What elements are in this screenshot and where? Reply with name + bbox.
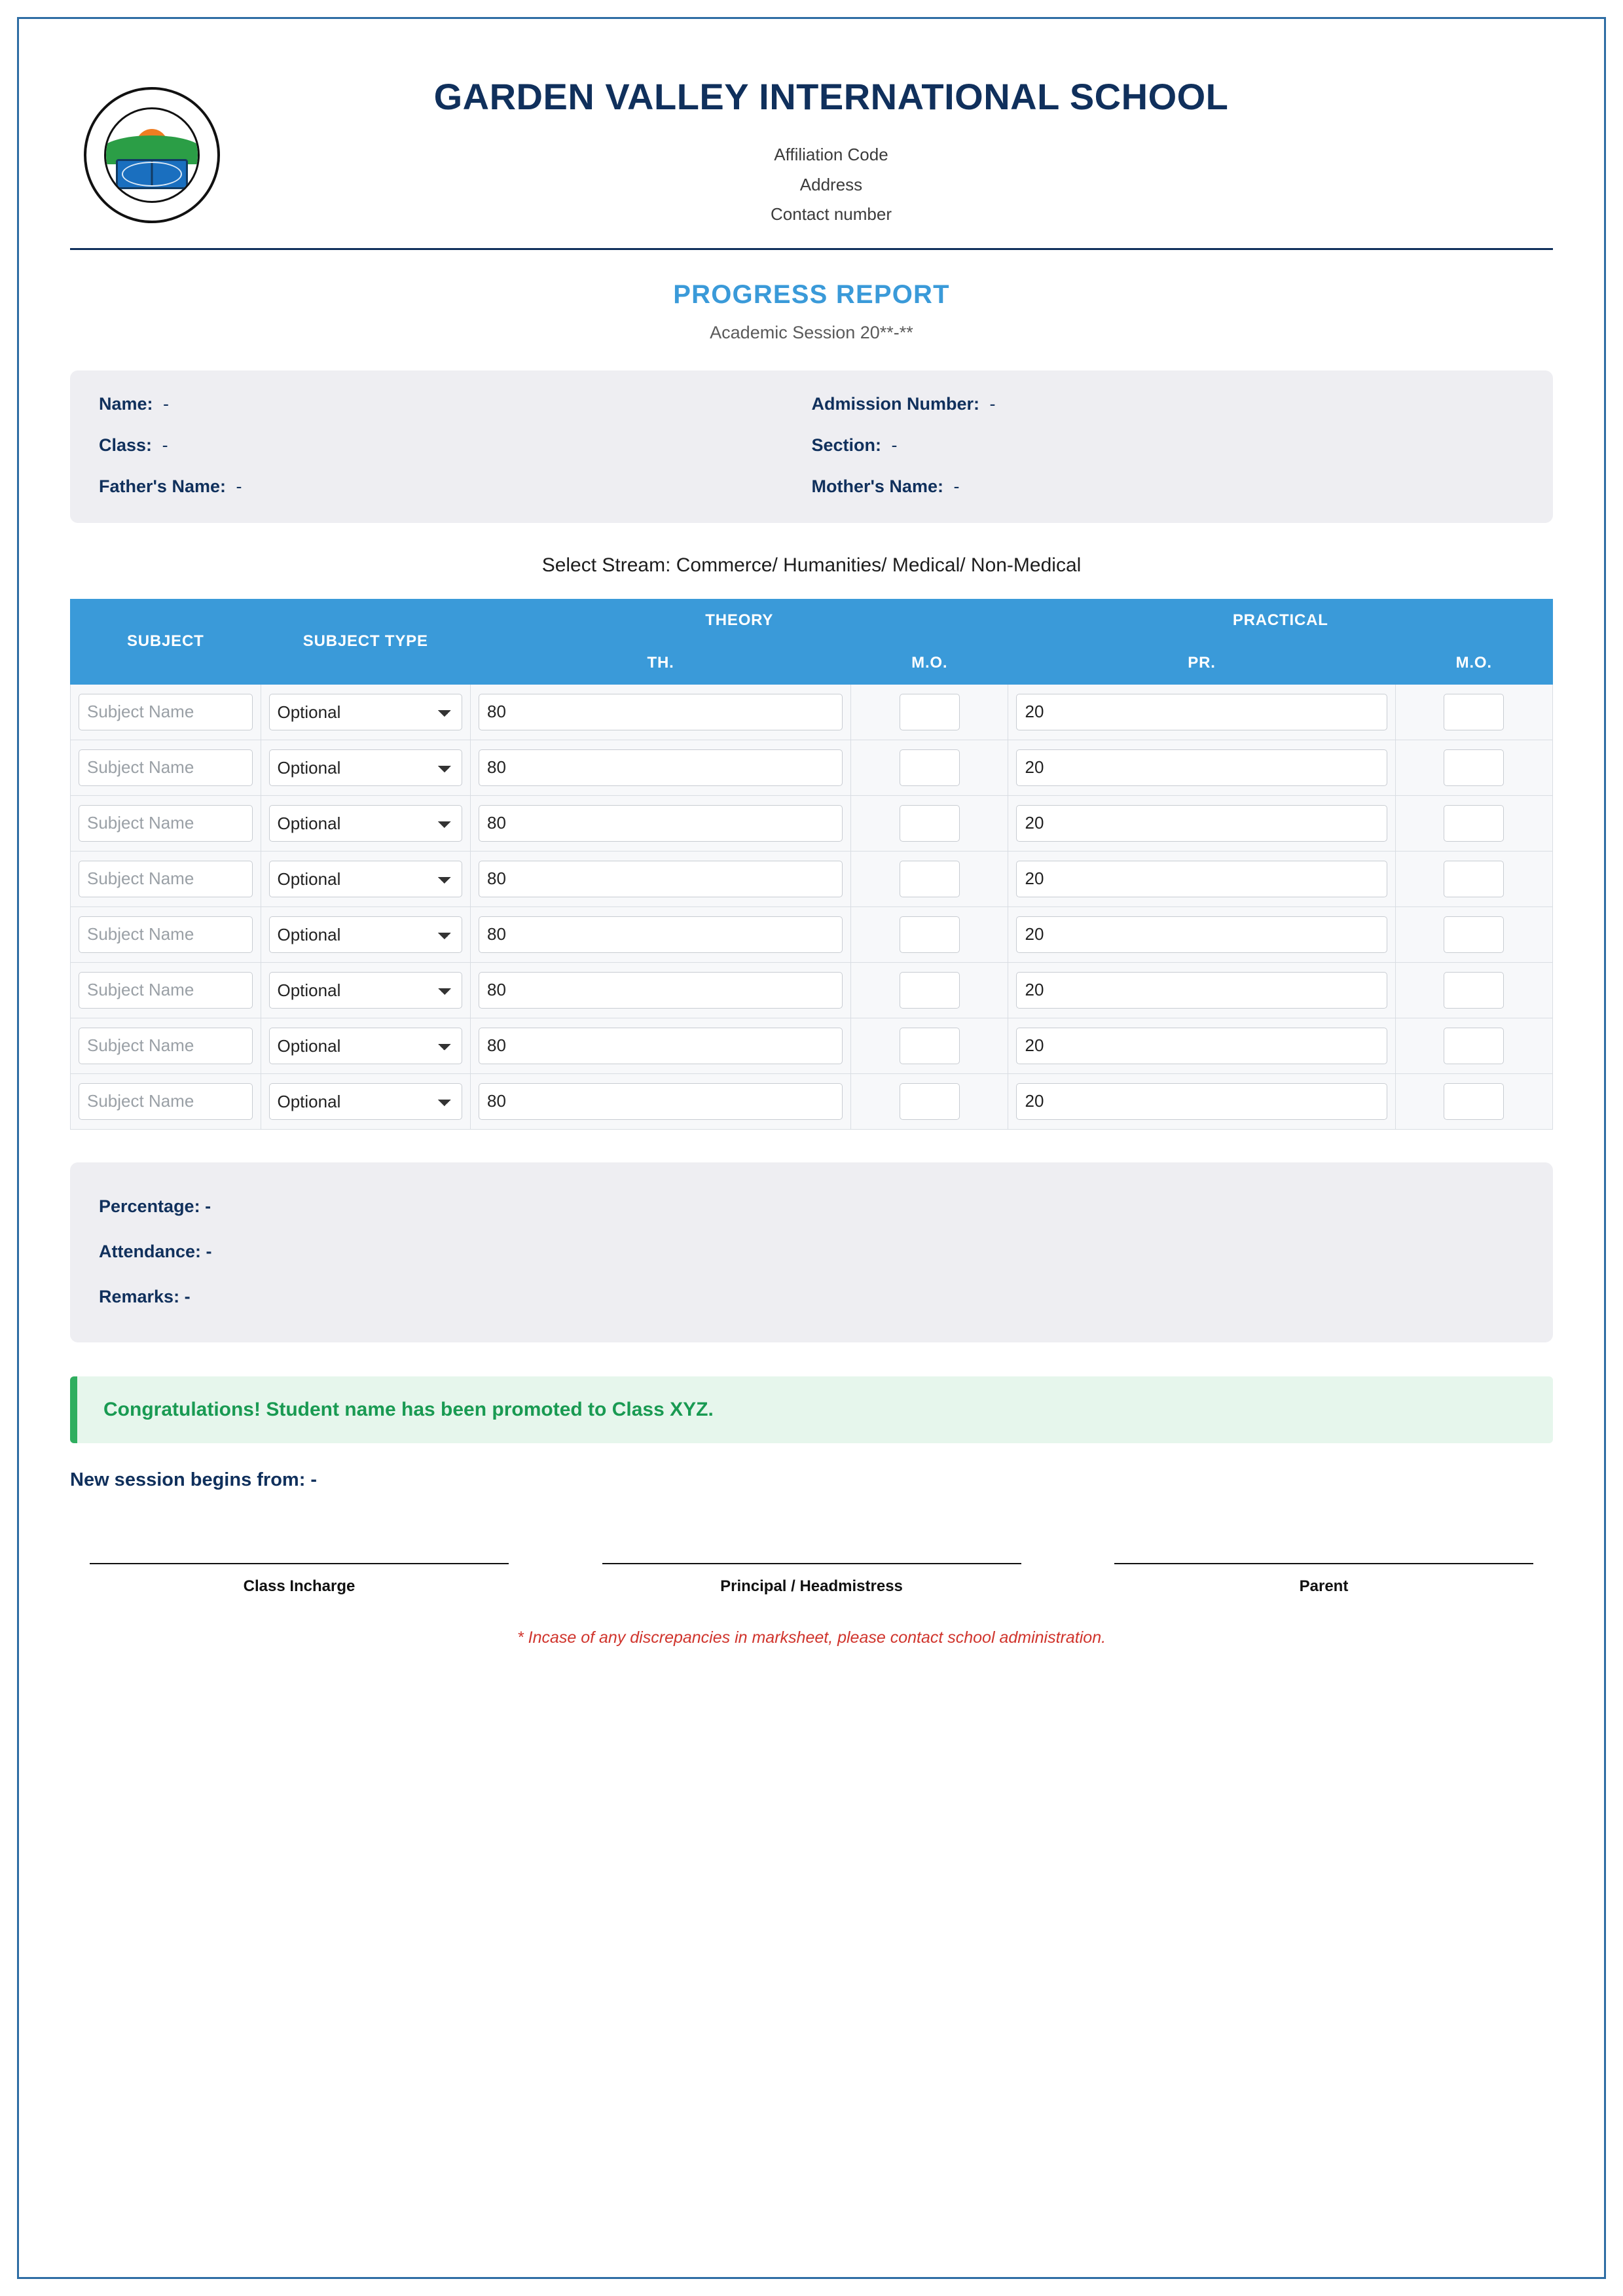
practical-mo-input[interactable]	[1444, 805, 1504, 842]
header-practical: PRACTICAL	[1008, 599, 1553, 641]
signature-line	[1114, 1563, 1533, 1564]
subject-type-select[interactable]	[269, 694, 463, 730]
cell-subject-type	[261, 851, 471, 906]
practical-mo-input[interactable]	[1444, 1083, 1504, 1120]
cell-practical-max	[1008, 1018, 1395, 1073]
cell-practical-mo	[1395, 906, 1552, 962]
practical-mo-input[interactable]	[1444, 1028, 1504, 1064]
theory-mo-input[interactable]	[900, 916, 960, 953]
cell-practical-mo	[1395, 740, 1552, 795]
cell-practical-mo	[1395, 962, 1552, 1018]
cell-theory-mo	[851, 962, 1008, 1018]
signature-line	[602, 1563, 1021, 1564]
subject-name-input[interactable]	[79, 749, 253, 786]
subject-name-input[interactable]	[79, 694, 253, 730]
cell-practical-max	[1008, 684, 1395, 740]
theory-max-input[interactable]	[479, 972, 843, 1009]
theory-mo-input[interactable]	[900, 861, 960, 897]
subject-name-input[interactable]	[79, 1028, 253, 1064]
cell-subject	[71, 1073, 261, 1129]
school-logo-icon	[84, 87, 220, 223]
signature-label: Parent	[1299, 1577, 1349, 1595]
cell-practical-max	[1008, 851, 1395, 906]
mother-name-value: -	[953, 476, 960, 496]
theory-mo-input[interactable]	[900, 694, 960, 730]
practical-max-input[interactable]	[1016, 805, 1387, 842]
cell-practical-mo	[1395, 851, 1552, 906]
affiliation-code: Affiliation Code	[774, 145, 888, 164]
cell-subject	[71, 740, 261, 795]
remarks-line: Remarks: -	[99, 1286, 191, 1306]
cell-theory-max	[471, 1018, 851, 1073]
table-row	[71, 795, 1553, 851]
marks-table-body	[71, 684, 1553, 1129]
cell-practical-max	[1008, 1073, 1395, 1129]
theory-mo-input[interactable]	[900, 1028, 960, 1064]
theory-max-input[interactable]	[479, 749, 843, 786]
practical-max-input[interactable]	[1016, 972, 1387, 1009]
cell-subject	[71, 795, 261, 851]
cell-theory-mo	[851, 740, 1008, 795]
disclaimer-note: * Incase of any discrepancies in marksheet, please contact school administration.	[517, 1628, 1106, 1647]
class-value: -	[162, 435, 168, 455]
mother-name-label: Mother's Name:	[811, 476, 943, 496]
signature-label: Principal / Headmistress	[720, 1577, 903, 1595]
theory-max-input[interactable]	[479, 1028, 843, 1064]
table-row	[71, 851, 1553, 906]
stream-selector-text: Select Stream: Commerce/ Humanities/ Medical/ Non-Medical	[541, 554, 1082, 576]
school-meta	[234, 140, 1429, 230]
percentage-line: Percentage: -	[99, 1196, 211, 1216]
cell-subject-type	[261, 684, 471, 740]
class-field	[99, 435, 812, 456]
header-th: TH.	[471, 641, 851, 684]
student-name-label: Name:	[99, 393, 153, 414]
table-row	[71, 1073, 1553, 1129]
subject-type-select[interactable]	[269, 1028, 463, 1064]
cell-theory-max	[471, 684, 851, 740]
section-label: Section:	[811, 435, 882, 455]
practical-max-input[interactable]	[1016, 1083, 1387, 1120]
table-row	[71, 740, 1553, 795]
marks-table	[70, 599, 1553, 1130]
academic-session: Academic Session 20**-**	[710, 322, 913, 342]
practical-max-input[interactable]	[1016, 916, 1387, 953]
cell-theory-mo	[851, 684, 1008, 740]
cell-subject	[71, 851, 261, 906]
theory-mo-input[interactable]	[900, 749, 960, 786]
cell-theory-max	[471, 962, 851, 1018]
promotion-banner: Congratulations! Student name has been promoted to Class XYZ.	[70, 1376, 1553, 1443]
signature-parent	[1114, 1563, 1533, 1596]
subject-name-input[interactable]	[79, 972, 253, 1009]
theory-max-input[interactable]	[479, 1083, 843, 1120]
student-info-row	[99, 394, 1524, 414]
student-name-field	[99, 394, 812, 414]
cell-subject-type	[261, 962, 471, 1018]
header-theory-mo: M.O.	[851, 641, 1008, 684]
subject-type-select[interactable]	[269, 916, 463, 953]
cell-practical-max	[1008, 740, 1395, 795]
cell-theory-mo	[851, 851, 1008, 906]
theory-mo-input[interactable]	[900, 1083, 960, 1120]
subject-type-select[interactable]	[269, 749, 463, 786]
new-session-line: New session begins from: -	[70, 1469, 318, 1490]
cell-subject-type	[261, 1073, 471, 1129]
cell-practical-mo	[1395, 795, 1552, 851]
school-contact: Contact number	[771, 204, 892, 224]
student-info-row	[99, 476, 1524, 497]
header-subject: SUBJECT	[71, 599, 261, 684]
globe-icon	[122, 162, 182, 187]
subject-name-input[interactable]	[79, 916, 253, 953]
theory-max-input[interactable]	[479, 805, 843, 842]
admission-number-field	[812, 394, 1525, 414]
father-name-label: Father's Name:	[99, 476, 226, 496]
header-pr: PR.	[1008, 641, 1395, 684]
table-row	[71, 906, 1553, 962]
mother-name-field	[812, 476, 1525, 497]
cell-subject-type	[261, 740, 471, 795]
subject-type-select[interactable]	[269, 1083, 463, 1120]
school-header	[70, 53, 1553, 230]
cell-subject	[71, 684, 261, 740]
father-name-field	[99, 476, 812, 497]
table-row	[71, 684, 1553, 740]
practical-mo-input[interactable]	[1444, 694, 1504, 730]
cell-practical-mo	[1395, 1018, 1552, 1073]
header-practical-mo: M.O.	[1395, 641, 1552, 684]
section-field	[812, 435, 1525, 456]
report-title-block	[70, 250, 1553, 343]
cell-subject	[71, 1018, 261, 1073]
section-value: -	[891, 435, 898, 455]
header-theory: THEORY	[471, 599, 1008, 641]
practical-max-input[interactable]	[1016, 1028, 1387, 1064]
practical-mo-input[interactable]	[1444, 861, 1504, 897]
cell-theory-mo	[851, 906, 1008, 962]
theory-mo-input[interactable]	[900, 805, 960, 842]
practical-mo-input[interactable]	[1444, 916, 1504, 953]
school-address: Address	[799, 174, 863, 194]
cell-practical-mo	[1395, 1073, 1552, 1129]
page-title: PROGRESS REPORT	[673, 279, 950, 309]
cell-practical-max	[1008, 962, 1395, 1018]
cell-subject-type	[261, 795, 471, 851]
subject-name-input[interactable]	[79, 861, 253, 897]
cell-theory-max	[471, 1073, 851, 1129]
father-name-value: -	[236, 476, 242, 496]
cell-theory-max	[471, 851, 851, 906]
student-info-box	[70, 370, 1553, 523]
signature-label: Class Incharge	[243, 1577, 356, 1595]
cell-subject	[71, 962, 261, 1018]
cell-theory-max	[471, 740, 851, 795]
table-row	[71, 1018, 1553, 1073]
subject-name-input[interactable]	[79, 805, 253, 842]
practical-mo-input[interactable]	[1444, 749, 1504, 786]
subject-name-input[interactable]	[79, 1083, 253, 1120]
cell-theory-mo	[851, 1018, 1008, 1073]
signature-line	[90, 1563, 509, 1564]
header-subject-type: SUBJECT TYPE	[261, 599, 471, 684]
logo-container	[70, 75, 234, 223]
cell-subject	[71, 906, 261, 962]
subject-type-select[interactable]	[269, 861, 463, 897]
cell-theory-mo	[851, 795, 1008, 851]
practical-max-input[interactable]	[1016, 861, 1387, 897]
cell-theory-mo	[851, 1073, 1008, 1129]
subject-type-select[interactable]	[269, 972, 463, 1009]
theory-max-input[interactable]	[479, 694, 843, 730]
practical-mo-input[interactable]	[1444, 972, 1504, 1009]
school-name: GARDEN VALLEY INTERNATIONAL SCHOOL	[433, 76, 1229, 117]
practical-max-input[interactable]	[1016, 749, 1387, 786]
cell-subject-type	[261, 906, 471, 962]
school-header-text	[234, 75, 1553, 230]
attendance-line: Attendance: -	[99, 1241, 212, 1261]
class-label: Class:	[99, 435, 153, 455]
subject-type-select[interactable]	[269, 805, 463, 842]
signature-principal	[602, 1563, 1021, 1596]
theory-max-input[interactable]	[479, 916, 843, 953]
table-header-row	[71, 599, 1553, 641]
report-sheet	[17, 17, 1606, 2279]
theory-mo-input[interactable]	[900, 972, 960, 1009]
cell-theory-max	[471, 906, 851, 962]
cell-practical-max	[1008, 906, 1395, 962]
cell-practical-mo	[1395, 684, 1552, 740]
cell-practical-max	[1008, 795, 1395, 851]
table-row	[71, 962, 1553, 1018]
practical-max-input[interactable]	[1016, 694, 1387, 730]
summary-box	[70, 1162, 1553, 1342]
cell-theory-max	[471, 795, 851, 851]
cell-subject-type	[261, 1018, 471, 1073]
student-name-value: -	[163, 393, 170, 414]
student-info-row	[99, 435, 1524, 456]
theory-max-input[interactable]	[479, 861, 843, 897]
signature-class-incharge	[90, 1563, 509, 1596]
admission-number-label: Admission Number:	[811, 393, 980, 414]
logo-inner-circle	[104, 107, 200, 203]
admission-number-value: -	[989, 393, 996, 414]
signature-row	[70, 1563, 1553, 1596]
